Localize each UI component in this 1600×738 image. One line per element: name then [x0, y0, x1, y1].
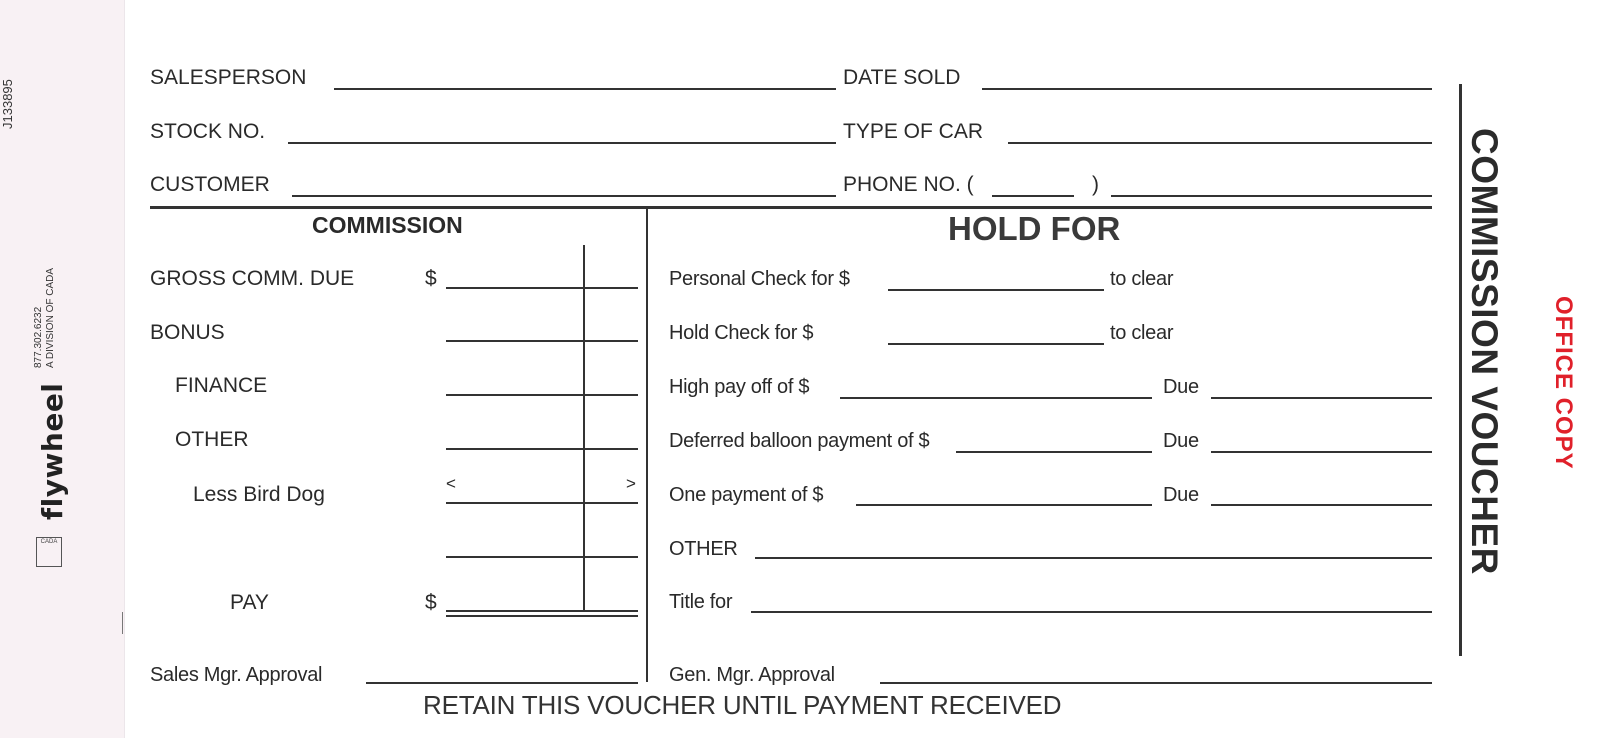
one-payment-field[interactable]	[856, 504, 1152, 506]
stock-no-label: STOCK NO.	[150, 120, 266, 143]
personal-check-label: Personal Check for $	[669, 268, 850, 290]
bird-dog-field[interactable]	[446, 502, 638, 504]
pay-dollar: $	[425, 591, 437, 614]
title-for-field[interactable]	[751, 611, 1432, 613]
phone-paren-close: )	[1092, 173, 1099, 196]
gen-mgr-approval-label: Gen. Mgr. Approval	[669, 664, 835, 686]
one-payment-label: One payment of $	[669, 484, 824, 506]
balloon-payment-field[interactable]	[956, 451, 1152, 453]
high-payoff-due-field[interactable]	[1211, 397, 1432, 399]
stub-mark	[122, 612, 123, 634]
bonus-field[interactable]	[446, 340, 638, 342]
personal-check-suffix: to clear	[1110, 268, 1174, 290]
brand-logo	[36, 383, 69, 520]
title-for-label: Title for	[669, 591, 733, 613]
bracket-left: <	[446, 474, 456, 493]
high-payoff-field[interactable]	[840, 397, 1152, 399]
balloon-due-label: Due	[1163, 430, 1199, 452]
gross-comm-field[interactable]	[446, 287, 638, 289]
customer-label: CUSTOMER	[150, 173, 270, 196]
phone-area-code-field[interactable]	[992, 195, 1074, 197]
hold-for-title: HOLD FOR	[948, 210, 1121, 247]
high-payoff-label: High pay off of $	[669, 376, 810, 398]
finance-label: FINANCE	[175, 374, 268, 397]
brand-phone: 877.302.6232	[33, 306, 44, 368]
brand-division: A DIVISION OF CADA	[45, 267, 56, 368]
sales-mgr-approval-label: Sales Mgr. Approval	[150, 664, 323, 686]
phone-label: PHONE NO. (	[843, 173, 974, 196]
type-of-car-label: TYPE OF CAR	[843, 120, 984, 143]
bonus-label: BONUS	[150, 321, 225, 344]
cada-logo-text: CADA	[40, 539, 58, 545]
bird-dog-label: Less Bird Dog	[193, 483, 325, 506]
other-hold-label: OTHER	[669, 538, 738, 560]
bracket-right: >	[626, 474, 636, 493]
column-divider	[646, 208, 648, 682]
subtotal-field[interactable]	[446, 556, 638, 558]
section-divider	[150, 206, 1432, 209]
one-payment-due-label: Due	[1163, 484, 1199, 506]
pay-label: PAY	[230, 591, 269, 614]
gen-mgr-approval-field[interactable]	[880, 682, 1432, 684]
date-sold-label: DATE SOLD	[843, 66, 961, 89]
balloon-due-field[interactable]	[1211, 451, 1432, 453]
side-title-rule	[1459, 84, 1462, 656]
pay-field[interactable]	[446, 610, 638, 612]
other-commission-field[interactable]	[446, 448, 638, 450]
form-number: J133895	[0, 79, 15, 129]
voucher-title: COMMISSION VOUCHER	[1464, 128, 1505, 575]
retain-notice: RETAIN THIS VOUCHER UNTIL PAYMENT RECEIVED	[423, 690, 1062, 720]
salesperson-field[interactable]	[334, 88, 836, 90]
pay-field-double-rule	[446, 615, 638, 617]
form-stub	[0, 0, 124, 738]
date-sold-field[interactable]	[982, 88, 1432, 90]
sales-mgr-approval-field[interactable]	[366, 682, 638, 684]
office-copy-label: OFFICE COPY	[1550, 296, 1577, 470]
brand-name: flywheel	[36, 382, 69, 520]
personal-check-field[interactable]	[888, 289, 1104, 291]
finance-field[interactable]	[446, 394, 638, 396]
gross-comm-dollar: $	[425, 267, 437, 290]
type-of-car-field[interactable]	[1008, 142, 1432, 144]
hold-check-label: Hold Check for $	[669, 322, 814, 344]
perforation-edge	[124, 0, 125, 738]
gross-comm-label: GROSS COMM. DUE	[150, 267, 355, 290]
hold-check-suffix: to clear	[1110, 322, 1174, 344]
customer-field[interactable]	[292, 195, 836, 197]
commission-title: COMMISSION	[312, 212, 463, 238]
balloon-payment-label: Deferred balloon payment of $	[669, 430, 930, 452]
stock-no-field[interactable]	[288, 142, 836, 144]
salesperson-label: SALESPERSON	[150, 66, 307, 89]
other-hold-field[interactable]	[755, 557, 1432, 559]
phone-number-field[interactable]	[1111, 195, 1432, 197]
one-payment-due-field[interactable]	[1211, 504, 1432, 506]
cada-logo-icon	[36, 537, 62, 567]
high-payoff-due-label: Due	[1163, 376, 1199, 398]
hold-check-field[interactable]	[888, 343, 1104, 345]
other-commission-label: OTHER	[175, 428, 249, 451]
